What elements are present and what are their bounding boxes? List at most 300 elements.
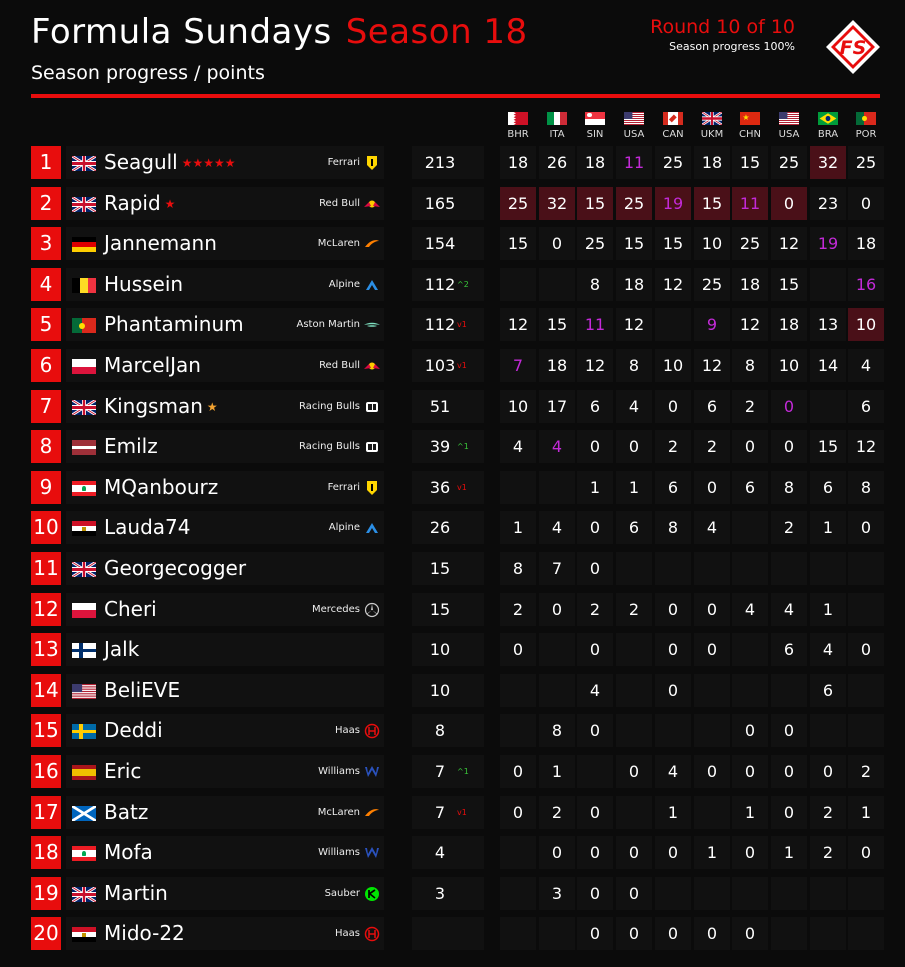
- race-result: [732, 552, 768, 585]
- portugal-flag-icon: [72, 318, 96, 333]
- race-result: [655, 877, 691, 910]
- williams-logo-icon: [364, 845, 380, 861]
- race-result: 6: [655, 471, 691, 504]
- williams-logo-icon: [364, 764, 380, 780]
- race-result: 1: [810, 511, 846, 544]
- header-divider: [31, 94, 880, 98]
- race-result: 0: [616, 755, 652, 788]
- race-result: 4: [771, 593, 807, 626]
- driver-name: MQanbourz: [104, 474, 219, 499]
- race-result: 0: [616, 430, 652, 463]
- race-result: 0: [616, 836, 652, 869]
- driver-row: [0, 268, 905, 301]
- total-points: 4: [434, 843, 446, 863]
- points-cell: [412, 511, 484, 544]
- spain-flag-icon: [72, 765, 96, 780]
- rb-logo-icon: [364, 439, 380, 455]
- points-cell: [412, 755, 484, 788]
- mclaren-logo-icon: [364, 236, 380, 252]
- race-result: 4: [848, 349, 884, 382]
- driver-row: [0, 917, 905, 950]
- race-result: 19: [810, 227, 846, 260]
- race-result: 0: [694, 593, 730, 626]
- race-result: 19: [655, 187, 691, 220]
- uk-flag-icon: [72, 156, 96, 171]
- driver-name: MarcelJan: [104, 353, 201, 377]
- race-result: 12: [694, 349, 730, 382]
- driver-name: Eric: [104, 759, 142, 783]
- race-result: 0: [616, 917, 652, 950]
- logo-text: FS: [839, 37, 867, 59]
- driver-row: [0, 593, 905, 626]
- team-name: McLaren: [317, 806, 360, 818]
- race-result: [810, 390, 846, 423]
- points-cell: [412, 308, 484, 341]
- race-code: SIN: [586, 129, 604, 140]
- belgium-flag-icon: [72, 278, 96, 293]
- race-result: [810, 268, 846, 301]
- race-result: 12: [848, 430, 884, 463]
- position-badge: 8: [31, 430, 61, 463]
- race-result: 6: [694, 390, 730, 423]
- race-header-por: [848, 112, 884, 140]
- race-result: [500, 674, 536, 707]
- driver-name-cell: [104, 349, 201, 382]
- driver-row: [0, 308, 905, 341]
- race-result: 6: [810, 471, 846, 504]
- points-cell: [412, 633, 484, 666]
- star-icon: ★★★★★: [181, 156, 236, 170]
- race-result: 0: [771, 430, 807, 463]
- race-result: 8: [500, 552, 536, 585]
- race-result: 25: [500, 187, 536, 220]
- race-result: 12: [655, 268, 691, 301]
- position-badge: 20: [31, 917, 61, 950]
- driver-name: Cheri: [104, 596, 157, 621]
- race-result: 0: [694, 917, 730, 950]
- total-points: 103: [424, 356, 456, 375]
- usa-flag-icon: [779, 112, 799, 125]
- driver-name: Hussein: [104, 271, 184, 296]
- race-result: 10: [848, 308, 884, 341]
- driver-cell: [66, 796, 384, 829]
- race-result: 1: [616, 471, 652, 504]
- position-badge: 4: [31, 268, 61, 301]
- singapore-flag-icon: [585, 112, 605, 125]
- driver-name-cell: [104, 917, 185, 950]
- driver-name-cell: [104, 552, 246, 585]
- race-result: 15: [539, 308, 575, 341]
- team-name: Mercedes: [311, 603, 360, 615]
- race-result: 12: [500, 308, 536, 341]
- germany-flag-icon: [72, 237, 96, 252]
- poland-flag-icon: [72, 359, 96, 374]
- race-result: 25: [771, 146, 807, 179]
- driver-row: [0, 552, 905, 585]
- points-cell: [412, 349, 484, 382]
- race-result: 1: [500, 511, 536, 544]
- race-result: 0: [848, 511, 884, 544]
- driver-cell: [66, 430, 384, 463]
- race-result: 0: [771, 714, 807, 747]
- race-result: 0: [732, 755, 768, 788]
- team-name: Racing Bulls: [299, 400, 360, 412]
- race-result: 0: [694, 633, 730, 666]
- race-code: USA: [778, 129, 800, 140]
- race-result: 0: [539, 593, 575, 626]
- race-result: [655, 552, 691, 585]
- driver-cell: [66, 187, 384, 220]
- uk-flag-icon: [702, 112, 722, 125]
- race-result: 10: [500, 390, 536, 423]
- total-points: 3: [434, 883, 446, 903]
- race-result: [810, 877, 846, 910]
- driver-row: [0, 877, 905, 910]
- points-cell: [412, 227, 484, 260]
- race-result: 11: [732, 187, 768, 220]
- race-result: 0: [771, 755, 807, 788]
- driver-name: BeliEVE: [104, 677, 181, 702]
- race-result: 18: [694, 146, 730, 179]
- alpine-logo-icon: [364, 277, 380, 293]
- driver-cell: [66, 471, 384, 504]
- race-result: [771, 877, 807, 910]
- race-result: 14: [810, 349, 846, 382]
- points-cell: [412, 552, 484, 585]
- race-result: 0: [848, 836, 884, 869]
- total-points: 112: [424, 315, 456, 335]
- race-result: [771, 674, 807, 707]
- driver-cell: [66, 877, 384, 910]
- race-result: [732, 877, 768, 910]
- race-header-ukm: [694, 112, 730, 140]
- race-result: 18: [732, 268, 768, 301]
- race-result: [694, 674, 730, 707]
- driver-cell: [66, 146, 384, 179]
- points-cell: [412, 471, 484, 504]
- race-result: 25: [732, 227, 768, 260]
- team-name: Aston Martin: [296, 319, 360, 331]
- race-result: [539, 917, 575, 950]
- race-header-chn: [732, 112, 768, 140]
- driver-cell: [66, 227, 384, 260]
- race-result: 2: [539, 796, 575, 829]
- position-change: ^1: [457, 767, 469, 776]
- race-result: [539, 268, 575, 301]
- race-result: [655, 714, 691, 747]
- race-result: 0: [500, 633, 536, 666]
- points-cell: [412, 674, 484, 707]
- position-badge: 1: [31, 146, 61, 179]
- driver-name-cell: [104, 593, 157, 626]
- race-result: 18: [539, 349, 575, 382]
- race-result: 6: [848, 390, 884, 423]
- race-header-ita: [539, 112, 575, 140]
- race-result: 2: [500, 593, 536, 626]
- race-result: 11: [577, 308, 613, 341]
- race-result: [500, 917, 536, 950]
- team-name: Red Bull: [319, 360, 360, 371]
- race-result: [539, 471, 575, 504]
- race-result: 8: [577, 268, 613, 301]
- race-code: ITA: [549, 129, 565, 140]
- race-result: 18: [577, 146, 613, 179]
- uk-flag-icon: [72, 887, 96, 902]
- points-cell: [412, 836, 484, 869]
- total-points: 213: [424, 153, 456, 172]
- race-result: [655, 308, 691, 341]
- total-points: 10: [429, 680, 451, 700]
- race-result: [732, 633, 768, 666]
- driver-name-cell: [104, 308, 244, 341]
- race-result: 0: [655, 390, 691, 423]
- page-subtitle: Season progress / points: [31, 62, 265, 84]
- position-badge: 14: [31, 674, 61, 707]
- race-result: [616, 674, 652, 707]
- race-result: 1: [655, 796, 691, 829]
- total-points: 10: [429, 640, 451, 660]
- race-result: 12: [732, 308, 768, 341]
- race-result: 1: [771, 836, 807, 869]
- race-result: 11: [616, 146, 652, 179]
- points-cell: [412, 390, 484, 423]
- race-result: 15: [810, 430, 846, 463]
- season-label: Season 18: [345, 12, 528, 52]
- race-result: 32: [810, 146, 846, 179]
- position-change: ^2: [457, 279, 469, 289]
- race-result: 13: [810, 308, 846, 341]
- race-header-bhr: [500, 112, 536, 140]
- race-result: 18: [848, 227, 884, 260]
- season-progress-label: Season progress 100%: [669, 40, 795, 53]
- position-change: v1: [457, 320, 467, 330]
- race-result: 0: [539, 227, 575, 260]
- team-name: Red Bull: [319, 197, 360, 209]
- position-badge: 6: [31, 349, 61, 382]
- race-result: 4: [539, 430, 575, 463]
- position-badge: 10: [31, 511, 61, 544]
- team-name: Haas: [335, 725, 360, 737]
- race-result: 0: [694, 471, 730, 504]
- driver-cell: [66, 268, 384, 301]
- race-result: 7: [500, 349, 536, 382]
- driver-cell: [66, 593, 384, 626]
- team-name: Alpine: [328, 522, 360, 534]
- race-result: [694, 552, 730, 585]
- lebanon-flag-icon: [72, 481, 96, 496]
- race-result: 8: [771, 471, 807, 504]
- race-result: 0: [732, 917, 768, 950]
- race-result: 0: [848, 633, 884, 666]
- race-result: [500, 471, 536, 504]
- race-result: 8: [848, 471, 884, 504]
- race-result: 15: [500, 227, 536, 260]
- race-result: [500, 714, 536, 747]
- usa-flag-icon: [72, 684, 96, 699]
- position-badge: 7: [31, 390, 61, 423]
- points-cell: [412, 714, 484, 747]
- team-name: Ferrari: [327, 481, 360, 493]
- race-result: 25: [655, 146, 691, 179]
- race-result: 4: [500, 430, 536, 463]
- driver-name-cell: [104, 187, 175, 221]
- race-result: [500, 268, 536, 301]
- star-icon: ★: [206, 399, 218, 414]
- race-result: 4: [694, 511, 730, 544]
- race-result: 2: [771, 511, 807, 544]
- race-result: 25: [848, 146, 884, 179]
- race-result: [810, 714, 846, 747]
- position-badge: 13: [31, 633, 61, 666]
- race-result: 2: [732, 390, 768, 423]
- latvia-flag-icon: [72, 440, 96, 455]
- team-name: Haas: [335, 928, 360, 940]
- position-change: v1: [457, 807, 467, 817]
- race-header-usa: [771, 112, 807, 140]
- race-result: 2: [655, 430, 691, 463]
- scotland-flag-icon: [72, 806, 96, 821]
- race-result: 4: [655, 755, 691, 788]
- driver-row: [0, 796, 905, 829]
- driver-name-cell: [104, 836, 153, 869]
- race-result: 0: [577, 877, 613, 910]
- driver-name-cell: [104, 227, 217, 260]
- race-result: 1: [694, 836, 730, 869]
- driver-cell: [66, 349, 384, 382]
- race-result: [732, 511, 768, 544]
- finland-flag-icon: [72, 643, 96, 658]
- driver-cell: [66, 552, 384, 585]
- china-flag-icon: ★: [740, 112, 760, 125]
- driver-name-cell: [104, 633, 139, 666]
- driver-name-cell: [104, 714, 163, 747]
- race-result: 2: [810, 796, 846, 829]
- driver-name: Jannemann: [104, 231, 217, 256]
- team-name: Alpine: [328, 278, 360, 290]
- race-result: [848, 593, 884, 626]
- race-result: 0: [732, 836, 768, 869]
- total-points: 15: [429, 559, 451, 578]
- fs-logo-icon: [824, 18, 882, 76]
- position-change: v1: [457, 361, 467, 370]
- mclaren-logo-icon: [364, 805, 380, 821]
- race-result: [848, 714, 884, 747]
- driver-row: [0, 755, 905, 788]
- race-result: 10: [771, 349, 807, 382]
- race-result: 25: [694, 268, 730, 301]
- position-badge: 11: [31, 552, 61, 585]
- total-points: 165: [424, 193, 456, 213]
- race-result: 8: [655, 511, 691, 544]
- driver-name-cell: [104, 796, 148, 829]
- poland-flag-icon: [72, 603, 96, 618]
- points-cell: [412, 877, 484, 910]
- driver-row: [0, 511, 905, 544]
- race-result: 15: [655, 227, 691, 260]
- total-points: 8: [434, 721, 446, 741]
- driver-name-cell: [104, 390, 218, 424]
- race-code: BRA: [817, 129, 839, 140]
- race-result: 6: [616, 511, 652, 544]
- driver-row: [0, 836, 905, 869]
- usa-flag-icon: [624, 112, 644, 125]
- team-name: McLaren: [317, 238, 360, 250]
- race-result: 0: [694, 755, 730, 788]
- driver-name: Kingsman: [104, 393, 203, 418]
- italy-flag-icon: [547, 112, 567, 125]
- race-result: 0: [577, 836, 613, 869]
- race-result: 1: [539, 755, 575, 788]
- position-badge: 12: [31, 593, 61, 626]
- egypt-flag-icon: [72, 927, 96, 942]
- race-result: [539, 633, 575, 666]
- race-result: [848, 674, 884, 707]
- race-result: 0: [577, 430, 613, 463]
- race-result: [848, 877, 884, 910]
- redbull-logo-icon: [364, 358, 380, 374]
- race-result: 0: [810, 755, 846, 788]
- total-points: 7: [434, 802, 446, 822]
- race-result: 17: [539, 390, 575, 423]
- race-result: 23: [810, 187, 846, 220]
- race-result: 6: [771, 633, 807, 666]
- driver-cell: [66, 917, 384, 950]
- driver-name-cell: [104, 430, 158, 463]
- race-result: 12: [616, 308, 652, 341]
- race-result: 1: [577, 471, 613, 504]
- driver-row: [0, 633, 905, 666]
- race-result: [848, 917, 884, 950]
- position-badge: 18: [31, 836, 61, 869]
- race-result: 0: [848, 187, 884, 220]
- position-badge: 3: [31, 227, 61, 260]
- race-result: 26: [539, 146, 575, 179]
- redbull-logo-icon: [364, 196, 380, 212]
- race-code: CHN: [739, 129, 761, 140]
- race-result: 0: [655, 674, 691, 707]
- race-result: 8: [732, 349, 768, 382]
- driver-cell: [66, 511, 384, 544]
- title-text: Formula Sundays: [31, 12, 332, 52]
- race-result: 0: [771, 187, 807, 220]
- race-result: 2: [616, 593, 652, 626]
- team-name: Racing Bulls: [299, 441, 360, 453]
- race-header-usa: [616, 112, 652, 140]
- race-result: 4: [616, 390, 652, 423]
- round-label: Round 10 of 10: [650, 16, 795, 38]
- driver-row: [0, 674, 905, 707]
- race-result: [771, 552, 807, 585]
- driver-row: [0, 349, 905, 382]
- race-result: 4: [810, 633, 846, 666]
- race-result: [732, 674, 768, 707]
- race-code: POR: [855, 129, 877, 140]
- uk-flag-icon: [72, 562, 96, 577]
- driver-name: Lauda74: [104, 515, 191, 540]
- race-result: 0: [500, 796, 536, 829]
- race-result: 2: [848, 755, 884, 788]
- uk-flag-icon: [72, 400, 96, 415]
- race-result: 4: [577, 674, 613, 707]
- race-result: 6: [577, 390, 613, 423]
- ferrari-logo-icon: [364, 480, 380, 496]
- driver-row: [0, 430, 905, 463]
- driver-name: Deddi: [104, 718, 163, 743]
- race-result: 0: [577, 552, 613, 585]
- egypt-flag-icon: [72, 521, 96, 536]
- driver-name: Rapid: [104, 190, 161, 215]
- race-result: 6: [810, 674, 846, 707]
